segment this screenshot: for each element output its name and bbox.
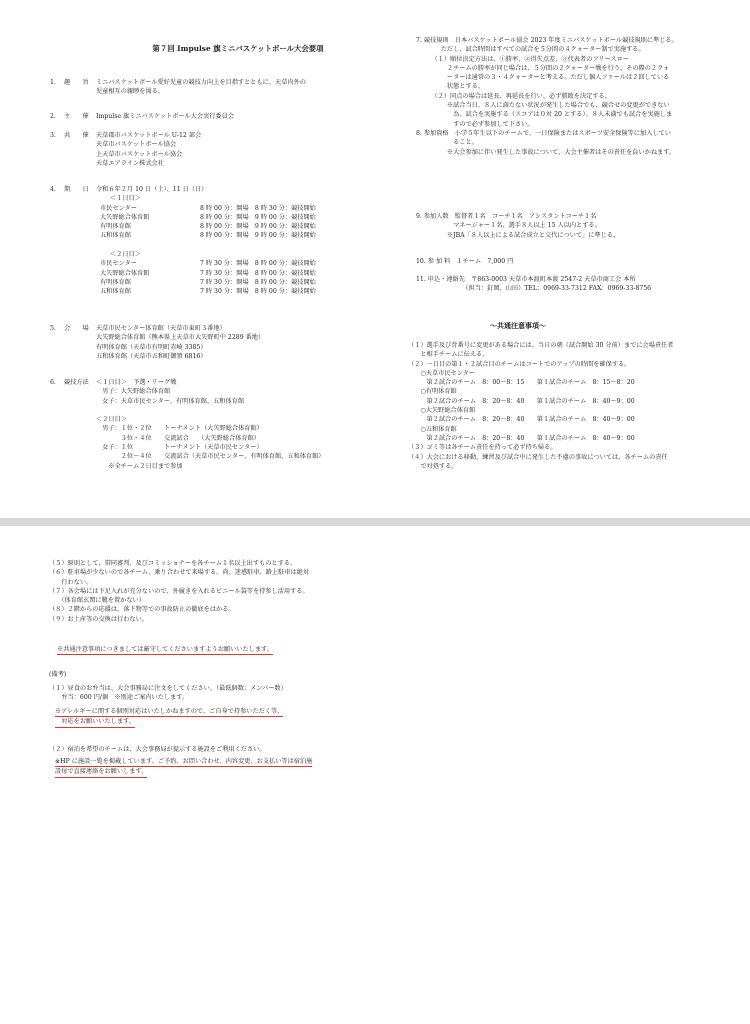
schedule-row [100, 222, 356, 231]
schedule-row [100, 213, 356, 222]
venue-times: 8 時 00 分：開場 8 時 30 分：競技開始 [200, 204, 316, 212]
venue-times: 8 時 00 分：開場 9 時 00 分：競技開始 [200, 213, 316, 221]
venue-name: 有明体育館 [100, 278, 131, 286]
text-line: ○天草市民センター [408, 369, 476, 377]
remark-lodging-note [55, 757, 415, 778]
day2-schedule [96, 259, 356, 296]
section-number: 5. [50, 325, 56, 332]
section-body [96, 378, 324, 471]
section-label: 競技方法 [64, 379, 89, 386]
section-label: 共 催 [64, 132, 89, 139]
section-contact [416, 275, 746, 294]
section-label: 趣 旨 [64, 79, 89, 86]
text-line: 行わない。 [49, 578, 93, 586]
text-line: （５）原則として、帯同審判、及びコミッショナーを各チーム１名以上出すものとする。 [49, 560, 297, 567]
text-line [55, 717, 415, 727]
section-number: 4. [50, 186, 56, 193]
text-line: ただし、試合時間はすべての試合を５分間の４クォーター制で実施する。 [416, 46, 645, 54]
text-line: ＜２日目＞ [96, 416, 127, 424]
text-line: すので必ず参加して下さい。 [416, 120, 534, 128]
day1-schedule [96, 204, 356, 241]
text-line: （２）同点の場合は延長、再延長を行い、必ず勝敗を決定する。 [416, 92, 611, 100]
common-notes-title: 〜共通注意事項〜 [490, 321, 546, 330]
venue-times: 7 時 30 分：開場 8 時 00 分：競技開始 [200, 269, 316, 277]
text-line: （２）宿泊を希望のチームは、大会事務局が提示する施設をご利用ください。 [49, 746, 266, 753]
section-number: 6. [50, 379, 56, 386]
text-line: （８）２階からの応援は、落下物等での事故防止の徹底をはかる。 [49, 606, 235, 614]
text-line: （１）順位決定方法は、①勝率、②得失点差、③代表者のフリースロー [416, 55, 629, 63]
text-line: （６）駐車場が少ないので各チーム、乗り合わせて来場する。尚、迷惑駐車、路上駐車は絶対 [49, 569, 310, 577]
remark-lodging [49, 745, 409, 754]
section-body [96, 131, 201, 168]
text-line: （２）一日目の第１・２試合目のチームはコートでのアップの時間を確保する。 [408, 360, 631, 368]
text-line: 弁当：600 円/個 ※別途ご案内いたします。 [49, 694, 189, 702]
text-line: 状態とする。 [416, 83, 485, 91]
text-line: （４）大会における移動、練習及び試合中に発生した不慮の事故については、各チームの責任 [408, 453, 668, 461]
venue-name: 大矢野総合体育館 [100, 269, 150, 277]
schedule-row [100, 278, 356, 287]
text-line [55, 707, 415, 717]
venue-times: 8 時 00 分：開場 9 時 00 分：競技開始 [200, 232, 316, 240]
text-line: 天草市バスケットボール協会 [96, 141, 177, 149]
text-line: ※JBA「８人以上による試合成立と交代について」に準じる。 [416, 231, 620, 239]
text-line: ーターは通常の３・４クォーターと考える。ただし個人ファールは２回している [416, 74, 670, 82]
section-fee [416, 257, 746, 266]
text-line: （７）各会場には下足入れが充分ないので、外履きを入れるビニール袋等を持参し活用する。 [49, 587, 309, 595]
schedule-row [100, 269, 356, 278]
text-line: ２位〜４位 交流試合（天草市民センター、有明体育館、五和体育館） [96, 453, 325, 461]
underlined-text: ※HP に施設一覧を掲載しています。ご予約、お問い合わせ、内容変更、お支払い等は宿泊施 [55, 757, 312, 767]
text-line: （１）選手及び背番号に変更がある場合には、当日の朝（試合開始 30 分前）までに会場責任者 [408, 342, 674, 349]
page-separator [0, 518, 750, 526]
section-body [96, 324, 264, 361]
text-line: 7. 競技規則 日本バスケットボール協会 2023 年度ミニバスケットボール競技規則に準じる。 [416, 37, 678, 44]
text-line: （３）ゴミ等は各チーム責任を持って必ず持ち帰る。 [408, 444, 557, 452]
text-line: （９）お土産等の交換は行わない。 [49, 615, 148, 623]
event-date: 令和６年２月 10 日（土）、11 日（日） [96, 186, 208, 193]
schedule-row [100, 259, 356, 268]
underlined-text: 対応をお願いいたします。 [55, 717, 135, 727]
section-number: 1. [50, 79, 56, 86]
text-line: ※全チーム２日目まで参加 [96, 462, 183, 470]
text-line: 男子：大矢野総合体育館 [96, 388, 171, 396]
common-notes [408, 341, 743, 471]
text-line: で対処する。 [408, 462, 458, 470]
document-page-2 [0, 526, 750, 1024]
text-line [96, 406, 324, 415]
document-title: 第７回 Impulse 旗ミニバスケットボール大会要項 [152, 44, 324, 53]
section-number: 2. [50, 113, 56, 120]
text-line: 女子：１位 トーナメント（天草市民センター） [96, 444, 263, 452]
remark-lunch [49, 684, 409, 703]
section-label: 会 場 [64, 325, 89, 332]
text-line: 天草市民センター体育館（天草市東町３番地） [96, 325, 226, 332]
strict-notice-text: ※共通注意事項につきましては厳守してくださいますようお願いいたします。 [57, 645, 273, 655]
section-body [96, 185, 356, 297]
text-line: 第２試合のチーム 8：20〜8：40 第１試合のチーム 8：40〜9：00 [408, 397, 635, 405]
text-line: （体育館玄関に靴を置かない） [49, 597, 145, 605]
venue-times: 7 時 30 分：開場 8 時 00 分：競技開始 [200, 288, 316, 296]
venue-times: 7 時 30 分：開場 8 時 00 分：競技開始 [200, 278, 316, 286]
text-line: ２チームの勝率が同じ場合は、５分間の２クォーター戦を行う。その際の２クォ [416, 64, 670, 72]
text-line: 天草エアライン株式会社 [96, 159, 164, 167]
venue-name: 大矢野総合体育館 [100, 213, 150, 221]
text-line: 第２試合のチーム 8：20〜8：40 第１試合のチーム 8：40〜9：00 [408, 434, 635, 442]
text-line: ※大会参加に伴い発生した事故について、大会主催者はその責任を負いかねます。 [416, 148, 676, 156]
text-line: 9. 参加人数 監督者１名 コーチ１名 アシスタントコーチ１名 [416, 213, 597, 220]
section-label: 主 催 [64, 113, 89, 120]
text-line: （１）昼食のお弁当は、大会事務局に注文をしてください。（最低個数：メンバー数） [49, 685, 287, 692]
schedule-row [100, 287, 356, 296]
text-line: 第２試合のチーム 8：00〜8：15 第１試合のチーム 8：15〜8：20 [408, 379, 635, 387]
text-line: ○五和体育館 [408, 425, 457, 433]
venue-times: 7 時 30 分：開場 8 時 00 分：競技開始 [200, 260, 316, 268]
schedule-row [100, 231, 356, 240]
section-rules [416, 36, 746, 157]
section-body [96, 112, 234, 121]
venue-name: 有明体育館 [100, 223, 131, 231]
underlined-text: 設毎で直接連絡をお願いします。 [55, 767, 147, 777]
schedule-row [100, 204, 356, 213]
venue-name: 市民センター [100, 260, 137, 268]
text-line: 天草郡市バスケットボール U-12 部会 [96, 132, 202, 139]
text-line: マネージャー１名、選手８人以上 15 人以内とする。 [416, 222, 601, 230]
day2-heading: ＜２日目＞ [110, 251, 141, 259]
venue-name: 五和体育館 [100, 288, 131, 296]
text-line: Impulse 旗ミニバスケットボール大会実行委員会 [96, 113, 234, 120]
text-line: （担当：釘岡、山田）TEL：0969-33-7312 FAX：0969-33-8756 [416, 285, 652, 293]
venue-name: 五和体育館 [100, 232, 131, 240]
strict-notice [57, 645, 273, 655]
text-line: 11. 申込・連絡先 〒863-0003 天草市本渡町本渡 2547-2 天草市商工会 本所 [416, 276, 636, 283]
text-line: と相手チームに伝える。 [408, 351, 489, 359]
text-line: ミニバスケットボール愛好児童の競技力向上を目指すとともに、天草内外の [96, 79, 306, 86]
text-line: 男子：１位・２位 トーナメント（大矢野総合体育館） [96, 425, 263, 433]
text-line: 第２試合のチーム 8：20〜8：40 第１試合のチーム 8：40〜9：00 [408, 416, 635, 424]
text-line: ※試合当日、８人に満たない状況が発生した場合でも、競合せの変更ができない [416, 102, 670, 110]
text-line [55, 767, 415, 777]
remark-lunch-note [55, 707, 415, 728]
venue-name: 市民センター [100, 204, 137, 212]
text-line: 大矢野総合体育館（熊本県上天草市大矢野町中 2289 番地） [96, 334, 265, 342]
text-line: 上天草市バスケットボール協会 [96, 150, 183, 158]
text-line: 為、試合を実施する（スコアは０対 20 とする）。８人未満でも試合を実施しま [416, 111, 673, 119]
venue-times: 8 時 00 分：開場 9 時 00 分：競技開始 [200, 223, 316, 231]
section-label: 期 日 [64, 186, 89, 193]
text-line: ○大矢野総合体育館 [408, 407, 476, 415]
section-body [96, 78, 306, 97]
section-team-size [416, 212, 746, 240]
text-line: 五和体育館（天草市五和町御領 6816） [96, 352, 207, 360]
text-line [55, 757, 415, 767]
text-line: ＜１日目＞ 予選・リーグ戦 [96, 379, 177, 386]
text-line: 女子：天草市民センター、有明体育館、五和体育館 [96, 397, 245, 405]
text-line: ３位・４位 交流試合 （大矢野総合体育館） [96, 434, 260, 442]
text-line: 10. 参 加 料 １チーム 7,000 円 [416, 258, 514, 265]
common-notes-continued [49, 559, 409, 624]
underlined-text: ※アレルギーに関する個別対応はいたしかねますので、ご自身で持参いただく等、 [55, 707, 283, 717]
text-line: 有明体育館（天草市有明町赤崎 3385） [96, 343, 207, 351]
text-line: 8. 参加資格 小学５年生以下のチームで、一日保険またはスポーツ安全保険等に加入してい [416, 129, 671, 137]
day1-heading: ＜１日目＞ [110, 195, 141, 203]
section-number: 3. [50, 132, 56, 139]
remarks-heading: (備考) [49, 671, 67, 678]
text-line: 児童相互の親睦を図る。 [96, 88, 165, 96]
text-line: ○有明体育館 [408, 388, 457, 396]
text-line: ること。 [416, 139, 478, 147]
